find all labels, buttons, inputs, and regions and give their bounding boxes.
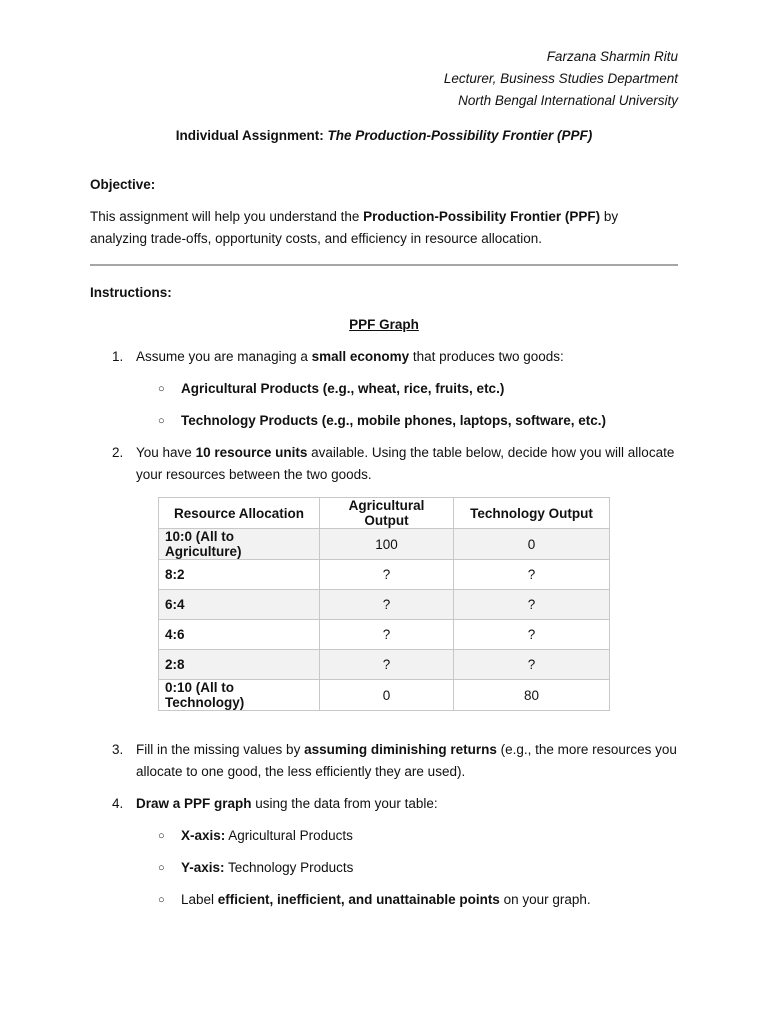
y-axis-label-bold: Y-axis: [181,860,225,875]
bullet-icon: ○ [158,383,165,395]
table-cell: 10:0 (All to Agriculture) [159,529,320,560]
author-institution: North Bengal International University [458,93,678,108]
table-header: Agricultural Output [320,498,454,529]
table-cell: 0 [320,680,454,711]
table-header: Technology Output [454,498,610,529]
bullet-icon: ○ [158,830,165,842]
author-name: Farzana Sharmin Ritu [546,49,678,64]
objective-text-2: by analyzing trade-offs, opportunity costs, and efficiency in resource allocation. [90,209,619,246]
title-prefix: Individual Assignment: [175,128,328,143]
table-row [159,560,610,590]
objective-heading: Objective: [90,177,156,192]
table-cell: 4:6 [159,620,320,650]
table-header: Resource Allocation [159,498,320,529]
objective-text-bold: Production-Possibility Frontier (PPF) [363,209,601,224]
table-cell: 8:2 [159,560,320,590]
table-cell: 100 [320,529,454,560]
item-3-text-bold: assuming diminishing returns [304,742,497,757]
table-cell: ? [320,620,454,650]
item-1-text-bold: small economy [311,349,410,364]
item-2-number: 2. [112,445,124,460]
table-row [159,650,610,680]
ppf-graph-subheading: PPF Graph [349,317,419,332]
table-row [159,590,610,620]
item-1-number: 1. [112,349,124,364]
item-3-text-1: Fill in the missing values by [136,742,305,757]
label-points-text-2: on your graph. [499,892,591,907]
table-row [159,529,610,560]
bullet-x-axis [181,828,678,843]
item-2-text-1: You have [136,445,196,460]
author-position: Lecturer, Business Studies Department [443,71,678,86]
section-divider [90,264,678,266]
item-3-number: 3. [112,742,124,757]
bullet-icon: ○ [158,415,165,427]
table-cell: 0 [454,529,610,560]
label-points-text-1: Label [181,892,218,907]
bullet-icon: ○ [158,894,165,906]
resource-allocation-table [158,497,610,711]
bullet-y-axis [181,860,678,875]
x-axis-label-bold: X-axis: [181,828,226,843]
table-cell: ? [320,650,454,680]
table-row [159,680,610,711]
item-2-text-2: available. Using the table below, decide how you will allocate your resources between the two goods. [136,445,675,482]
table-cell: ? [320,590,454,620]
bullet-agricultural: Agricultural Products (e.g., wheat, rice, fruits, etc.) [181,381,505,396]
item-1-text [136,346,678,368]
author-block [444,46,678,112]
item-2-text [136,442,678,486]
item-4-text-2: using the data from your table: [251,796,438,811]
table-row [159,620,610,650]
item-4-number: 4. [112,796,124,811]
y-axis-label-text: Technology Products [224,860,354,875]
table-cell: ? [454,590,610,620]
table-cell: ? [320,560,454,590]
item-2-text-bold: 10 resource units [195,445,308,460]
bullet-technology: Technology Products (e.g., mobile phones, laptops, software, etc.) [181,413,607,428]
x-axis-label-text: Agricultural Products [225,828,353,843]
instructions-heading: Instructions: [90,285,172,300]
table-cell: ? [454,650,610,680]
objective-text-1: This assignment will help you understand the [90,209,364,224]
item-3-text [136,739,678,783]
table-cell: 0:10 (All to Technology) [159,680,320,711]
table-cell: 80 [454,680,610,711]
table-cell: ? [454,620,610,650]
table-cell: ? [454,560,610,590]
bullet-label-points [181,892,678,907]
label-points-bold: efficient, inefficient, and unattainable points [217,892,500,907]
item-4-text [136,793,678,815]
table-header-row [159,498,610,529]
assignment-title [0,128,768,143]
item-1-text-2: that produces two goods: [409,349,564,364]
title-topic: The Production-Possibility Frontier (PPF) [327,128,593,143]
objective-paragraph [90,206,678,250]
item-3-text-2: (e.g., the more resources you allocate to one good, the less efficiently they are used). [136,742,677,779]
table-cell: 6:4 [159,590,320,620]
bullet-icon: ○ [158,862,165,874]
item-4-text-bold: Draw a PPF graph [136,796,252,811]
item-1-text-1: Assume you are managing a [136,349,312,364]
table-cell: 2:8 [159,650,320,680]
